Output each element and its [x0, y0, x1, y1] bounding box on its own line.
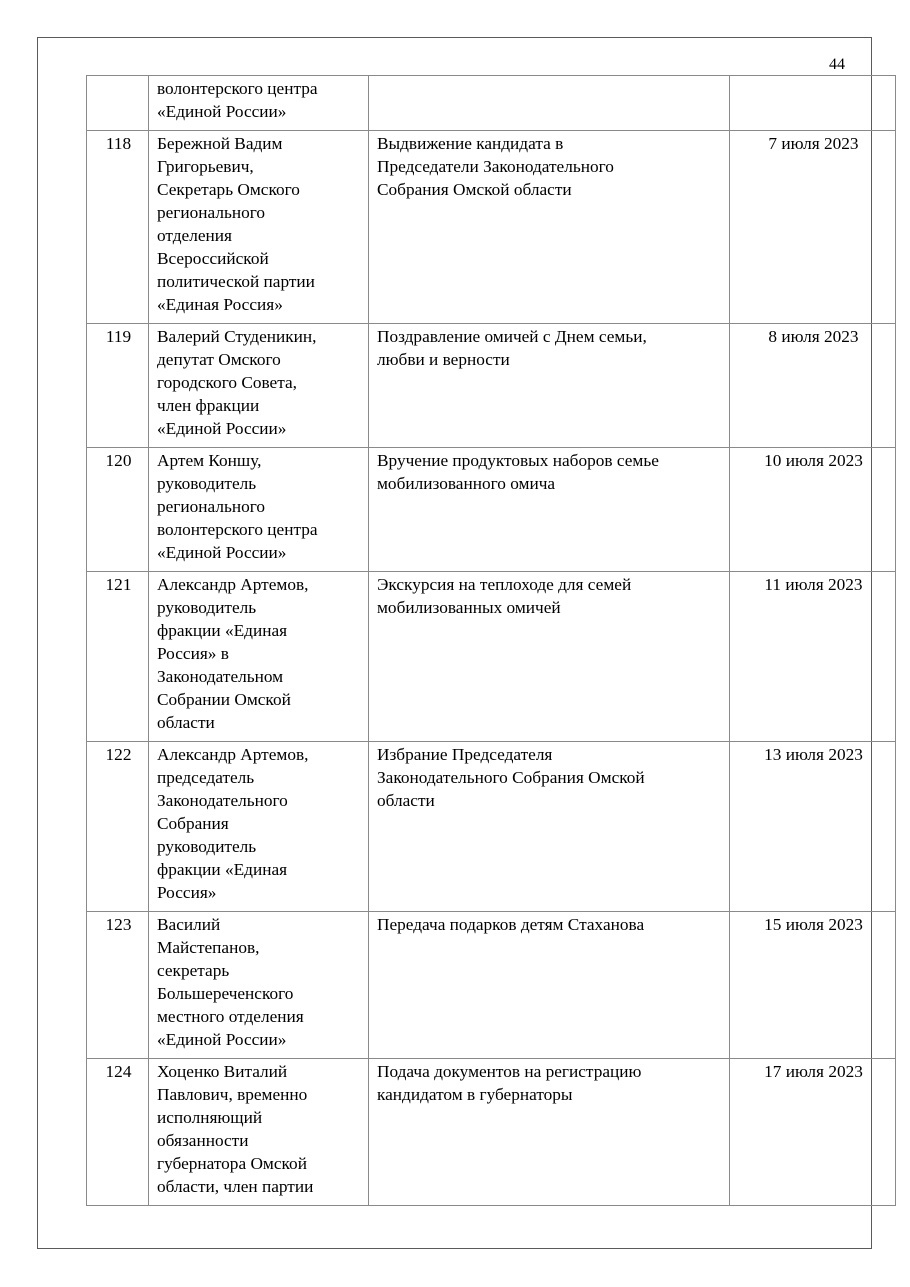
person-cell: Александр Артемов, руководитель фракции «Единая Россия» в Законодательном Собрании Омской области [157, 575, 309, 732]
date-cell: 13 июля 2023 [730, 742, 896, 912]
person-cell: волонтерского центра «Единой России» [157, 79, 318, 121]
person-cell: Василий Майстепанов, секретарь Большереченского местного отделения «Единой России» [157, 915, 304, 1049]
table-row [87, 76, 896, 131]
row-number: 122 [87, 742, 149, 912]
row-number [87, 76, 149, 131]
date-cell: 8 июля 2023 [730, 324, 896, 448]
person-cell: Александр Артемов, председатель Законодательного Собрания руководитель фракции «Единая Россия» [157, 745, 309, 902]
event-cell: Выдвижение кандидата в Председатели Законодательного Собрания Омской области [377, 134, 614, 199]
event-cell: Экскурсия на теплоходе для семей мобилизованных омичей [377, 575, 632, 617]
table-row [87, 1059, 896, 1206]
table-row [87, 324, 896, 448]
table-row [87, 131, 896, 324]
person-cell: Валерий Студеникин, депутат Омского городского Совета, член фракции «Единой России» [157, 327, 317, 438]
row-number: 119 [87, 324, 149, 448]
date-cell: 15 июля 2023 [730, 912, 896, 1059]
row-number: 123 [87, 912, 149, 1059]
events-table [86, 75, 896, 1206]
table-row [87, 572, 896, 742]
page-number: 44 [829, 56, 845, 73]
person-cell: Хоценко Виталий Павлович, временно исполняющий обязанности губернатора Омской области, член партии [157, 1062, 314, 1196]
date-cell: 10 июля 2023 [730, 448, 896, 572]
date-cell [730, 76, 896, 131]
date-cell: 11 июля 2023 [730, 572, 896, 742]
event-cell: Вручение продуктовых наборов семье мобилизованного омича [377, 451, 659, 493]
table-row [87, 448, 896, 572]
row-number: 121 [87, 572, 149, 742]
event-cell: Подача документов на регистрацию кандидатом в губернаторы [377, 1062, 642, 1104]
person-cell: Бережной Вадим Григорьевич, Секретарь Омского регионального отделения Всероссийской политической партии «Единая Россия» [157, 134, 315, 314]
person-cell: Артем Коншу, руководитель регионального волонтерского центра «Единой России» [157, 451, 318, 562]
event-cell: Передача подарков детям Стаханова [377, 915, 645, 934]
row-number: 124 [87, 1059, 149, 1206]
event-cell: Поздравление омичей с Днем семьи, любви и верности [377, 327, 647, 369]
event-cell: Избрание Председателя Законодательного Собрания Омской области [377, 745, 645, 810]
row-number: 118 [87, 131, 149, 324]
date-cell: 7 июля 2023 [730, 131, 896, 324]
row-number: 120 [87, 448, 149, 572]
table-row [87, 912, 896, 1059]
date-cell: 17 июля 2023 [730, 1059, 896, 1206]
table-row [87, 742, 896, 912]
